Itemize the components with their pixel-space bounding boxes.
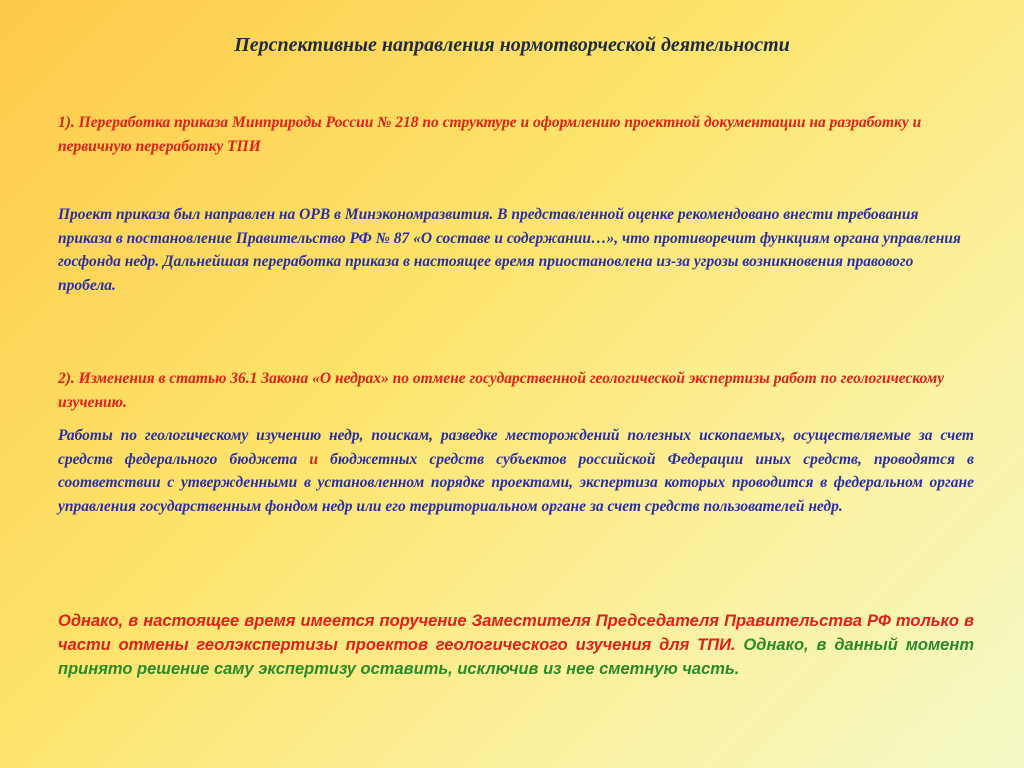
conclusion-green: Однако, в данный момент принято решение саму экспертизу оставить, исключив из нее сметную часть. — [58, 636, 974, 678]
conclusion — [58, 609, 974, 681]
conclusion-red: Однако, в настоящее время имеется поручение Заместителя Председателя Правительства РФ только в части отмены геолэкспертизы проектов геологического изучения для ТПИ. — [58, 612, 974, 654]
item2-body-part1: Работы по геологическому изучению недр, поискам, разведке месторождений полезных ископаемых, осуществляемые за счет средств федерального бюджета — [58, 427, 974, 468]
item1-heading: 1). Переработка приказа Минприроды России № 218 по структуре и оформлению проектной документации на разработку и первичную переработку ТПИ — [58, 114, 922, 155]
item2-body-part2: и — [309, 450, 318, 468]
item2-heading: 2). Изменения в статью 36.1 Закона «О недрах» по отмене государственной геологической экспертизы работ по геологическому изучению. — [58, 370, 945, 411]
slide-title: Перспективные направления нормотворческой деятельности — [234, 34, 790, 56]
item1-body: Проект приказа был направлен на ОРВ в Минэкономразвития. В представленной оценке рекомендовано внести требования приказа в постановление Правительство РФ № 87 «О составе и содержании…», что противоречит функциям органа управления госфонда недр. Дальнейшая переработка приказа в настоящее время приостановлена из-за угрозы возникновения правового пробела. — [58, 206, 961, 294]
item2-body-part3: бюджетных средств субъектов российской Федерации иных средств, проводятся в соответствии с утвержденными в установленном порядке проектами, экспертиза которых проводится в федеральном органе управления государственным фондом недр или его территориальном органе за счет средств пользователей недр. — [58, 450, 974, 515]
item2-body — [58, 424, 974, 518]
